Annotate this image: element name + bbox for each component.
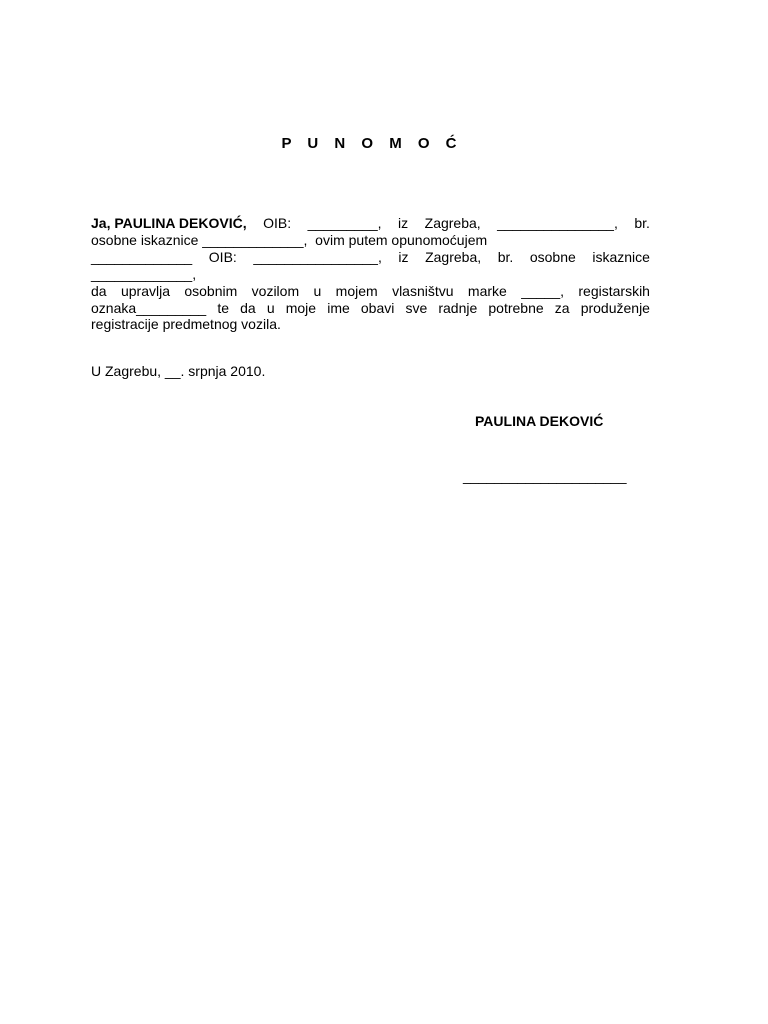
word: br.	[634, 215, 650, 231]
place-date	[91, 363, 650, 379]
signature-line: _____________________	[463, 468, 627, 484]
proxy-name-blank: _____________	[91, 249, 193, 265]
word: za	[554, 300, 570, 316]
word: sve	[405, 300, 428, 316]
word: vozilom	[251, 283, 300, 299]
word: iz	[398, 249, 409, 265]
make-blank: _____,	[521, 283, 565, 299]
word: da	[240, 300, 256, 316]
id-card-blank: _____________,	[91, 266, 197, 282]
word: marke	[467, 283, 507, 299]
body-line-3	[91, 249, 650, 265]
word: upravlja	[120, 283, 170, 299]
body-line-7	[91, 316, 650, 332]
body-line-6	[91, 300, 650, 316]
oib-blank: _________,	[307, 215, 382, 231]
word: ime	[327, 300, 350, 316]
grantor-intro: Ja, PAULINA DEKOVIĆ,	[91, 215, 247, 231]
document-title: P U N O M O Ć	[281, 135, 463, 152]
closing-line: registracije predmetnog vozila.	[91, 316, 281, 332]
word: OIB:	[208, 249, 237, 265]
word: te	[217, 300, 230, 316]
oib-blank: ________________,	[253, 249, 382, 265]
body-line-5	[91, 283, 650, 299]
word: u	[313, 283, 322, 299]
id-card-line: osobne iskaznice _____________, ovim putem opunomoćujem	[91, 232, 488, 248]
plate-blank: oznaka_________	[91, 300, 207, 316]
word: u	[266, 300, 275, 316]
word: osobnim	[184, 283, 238, 299]
body-line-1	[91, 215, 650, 231]
word: Zagreba,	[424, 215, 481, 231]
place-date-text: U Zagrebu, __. srpnja 2010.	[91, 363, 266, 379]
body-line-4	[91, 266, 650, 282]
word: mojem	[335, 283, 378, 299]
word: moje	[285, 300, 317, 316]
word: iskaznice	[592, 249, 650, 265]
word: registarskih	[578, 283, 650, 299]
body-line-2	[91, 232, 650, 248]
word: Zagreba,	[425, 249, 482, 265]
signature-name: PAULINA DEKOVIĆ	[475, 413, 604, 429]
address-blank: _______________,	[497, 215, 618, 231]
word: br.	[497, 249, 514, 265]
word: OIB:	[263, 215, 292, 231]
word: iz	[398, 215, 409, 231]
word: produženje	[580, 300, 650, 316]
word: obavi	[360, 300, 395, 316]
word: vlasništvu	[392, 283, 454, 299]
word: da	[91, 283, 107, 299]
word: osobne	[529, 249, 576, 265]
word: potrebne	[488, 300, 544, 316]
word: radnje	[438, 300, 478, 316]
